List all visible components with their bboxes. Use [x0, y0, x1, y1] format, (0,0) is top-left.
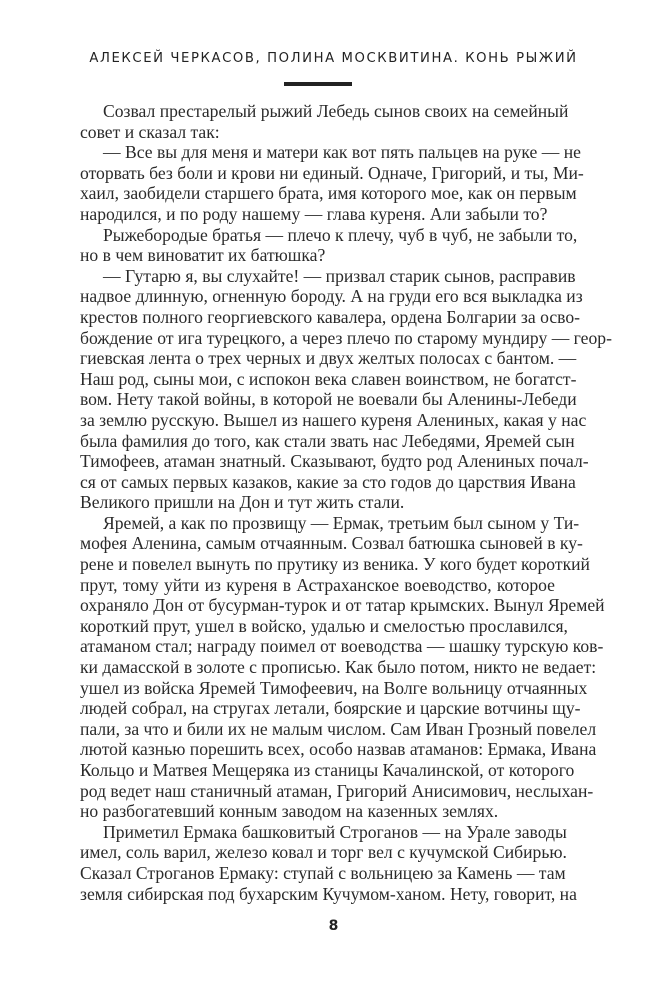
header-rule [284, 82, 352, 86]
text-line: имел, соль варил, железо ковал и торг вел с кучумской Сибирью. [80, 842, 567, 863]
paragraph [80, 821, 577, 904]
running-head: АЛЕКСЕЙ ЧЕРКАСОВ, ПОЛИНА МОСКВИТИНА. КОНЬ РЫЖИЙ [89, 51, 578, 66]
text-line: прут, тому уйти из куреня в Астраханское воеводство, которое [80, 574, 555, 595]
text-line: — Все вы для меня и матери как вот пять пальцев на руке — не [103, 142, 581, 163]
text-line: род ведет наш станичный атаман, Григорий Анисимович, неслыхан- [80, 780, 594, 801]
text-line: — Гутарю я, вы слухайте! — призвал старик сынов, расправив [103, 265, 576, 286]
text-line: пали, за что и били их не малым числом. Сам Иван Грозный повелел [80, 718, 597, 739]
body-text [80, 101, 612, 904]
paragraph [80, 101, 569, 142]
text-line: оторвать без боли и крови ни единый. Одначе, Григорий, и ты, Ми- [80, 162, 584, 183]
text-line: короткий прут, ушел в войско, удалью и смелостью прославился, [80, 615, 568, 636]
text-line: лютой казнью порешить всех, особо назвав атаманов: Ермака, Ивана [80, 739, 597, 760]
text-line: мофея Аленина, самым отчаянным. Созвал батюшка сыновей в ку- [80, 533, 583, 554]
text-line: Сказал Строганов Ермаку: ступай с вольницею за Камень — там [80, 862, 566, 883]
text-line: но разбогатевший конным заводом на казенных землях. [80, 801, 499, 822]
text-line: за землю русскую. Вышел из нашего куреня Алениных, какая у нас [80, 409, 587, 430]
text-line: ся от самых первых казаков, какие за сто годов до царствия Ивана [80, 471, 576, 492]
text-line: ки дамасской в золоте с прописью. Как было потом, никто не ведает: [80, 657, 597, 678]
text-line: бождение от ига турецкого, а через плечо по старому мундиру — геор- [80, 327, 612, 348]
text-line: была фамилия до того, как стали звать нас Лебедями, Яремей сын [80, 430, 575, 451]
text-line: охраняло Дон от бусурман-турок и от татар крымских. Вынул Яремей [80, 595, 605, 616]
text-line: совет и сказал так: [80, 121, 220, 142]
text-line: земля сибирская под бухарским Кучумом-ханом. Нету, говорит, на [80, 883, 577, 904]
text-line: людей собрал, на стругах летали, боярские и царские вотчины щу- [80, 698, 581, 719]
text-line: Приметил Ермака башковитый Строганов — на Урале заводы [103, 821, 567, 842]
text-line: атаманом стал; награду поимел от воеводства — шашку турскую ков- [80, 636, 604, 657]
text-line: Рыжебородые братья — плечо к плечу, чуб в чуб, не забыли то, [103, 224, 578, 245]
text-line: вом. Нету такой войны, в которой не воевали бы Аленины-Лебеди [80, 389, 577, 410]
text-line: Яремей, а как по прозвищу — Ермак, третьим был сыном у Ти- [103, 512, 580, 533]
text-line: но в чем виноватит их батюшка? [80, 245, 326, 266]
text-line: ушел из войска Яремей Тимофеевич, на Волге вольницу отчаянных [80, 677, 588, 698]
text-line: надвое длинную, огненную бороду. А на груди его вся выкладка из [80, 286, 583, 307]
paragraph [80, 142, 584, 224]
text-line: Великого пришли на Дон и тут жить стали. [80, 492, 405, 513]
paragraph [80, 265, 612, 513]
text-line: Кольцо и Матвея Мещеряка из станицы Качалинской, от которого [80, 760, 575, 780]
text-line: рене и повелел вынуть по прутику из веника. У кого будет короткий [80, 554, 590, 575]
text-line: гиевская лента о трех черных и двух желтых полосах с бантом. — [80, 348, 577, 369]
text-line: Тимофеев, атаман знатный. Сказывают, будто род Алениных почал- [80, 451, 589, 472]
paragraph [80, 512, 605, 822]
page-number: 8 [328, 918, 339, 934]
text-line: Наш род, сыны мои, с испокон века славен воинством, не богатст- [80, 368, 577, 389]
text-line: крестов полного георгиевского кавалера, ордена Болгарии за осво- [80, 306, 580, 327]
text-line: народился, и по роду нашему — глава куреня. Али забыли то? [80, 203, 548, 224]
text-line: Созвал престарелый рыжий Лебедь сынов своих на семейный [103, 101, 569, 121]
text-line: хаил, заобидели старшего брата, имя которого мое, как он первым [80, 183, 577, 204]
paragraph [80, 224, 578, 266]
